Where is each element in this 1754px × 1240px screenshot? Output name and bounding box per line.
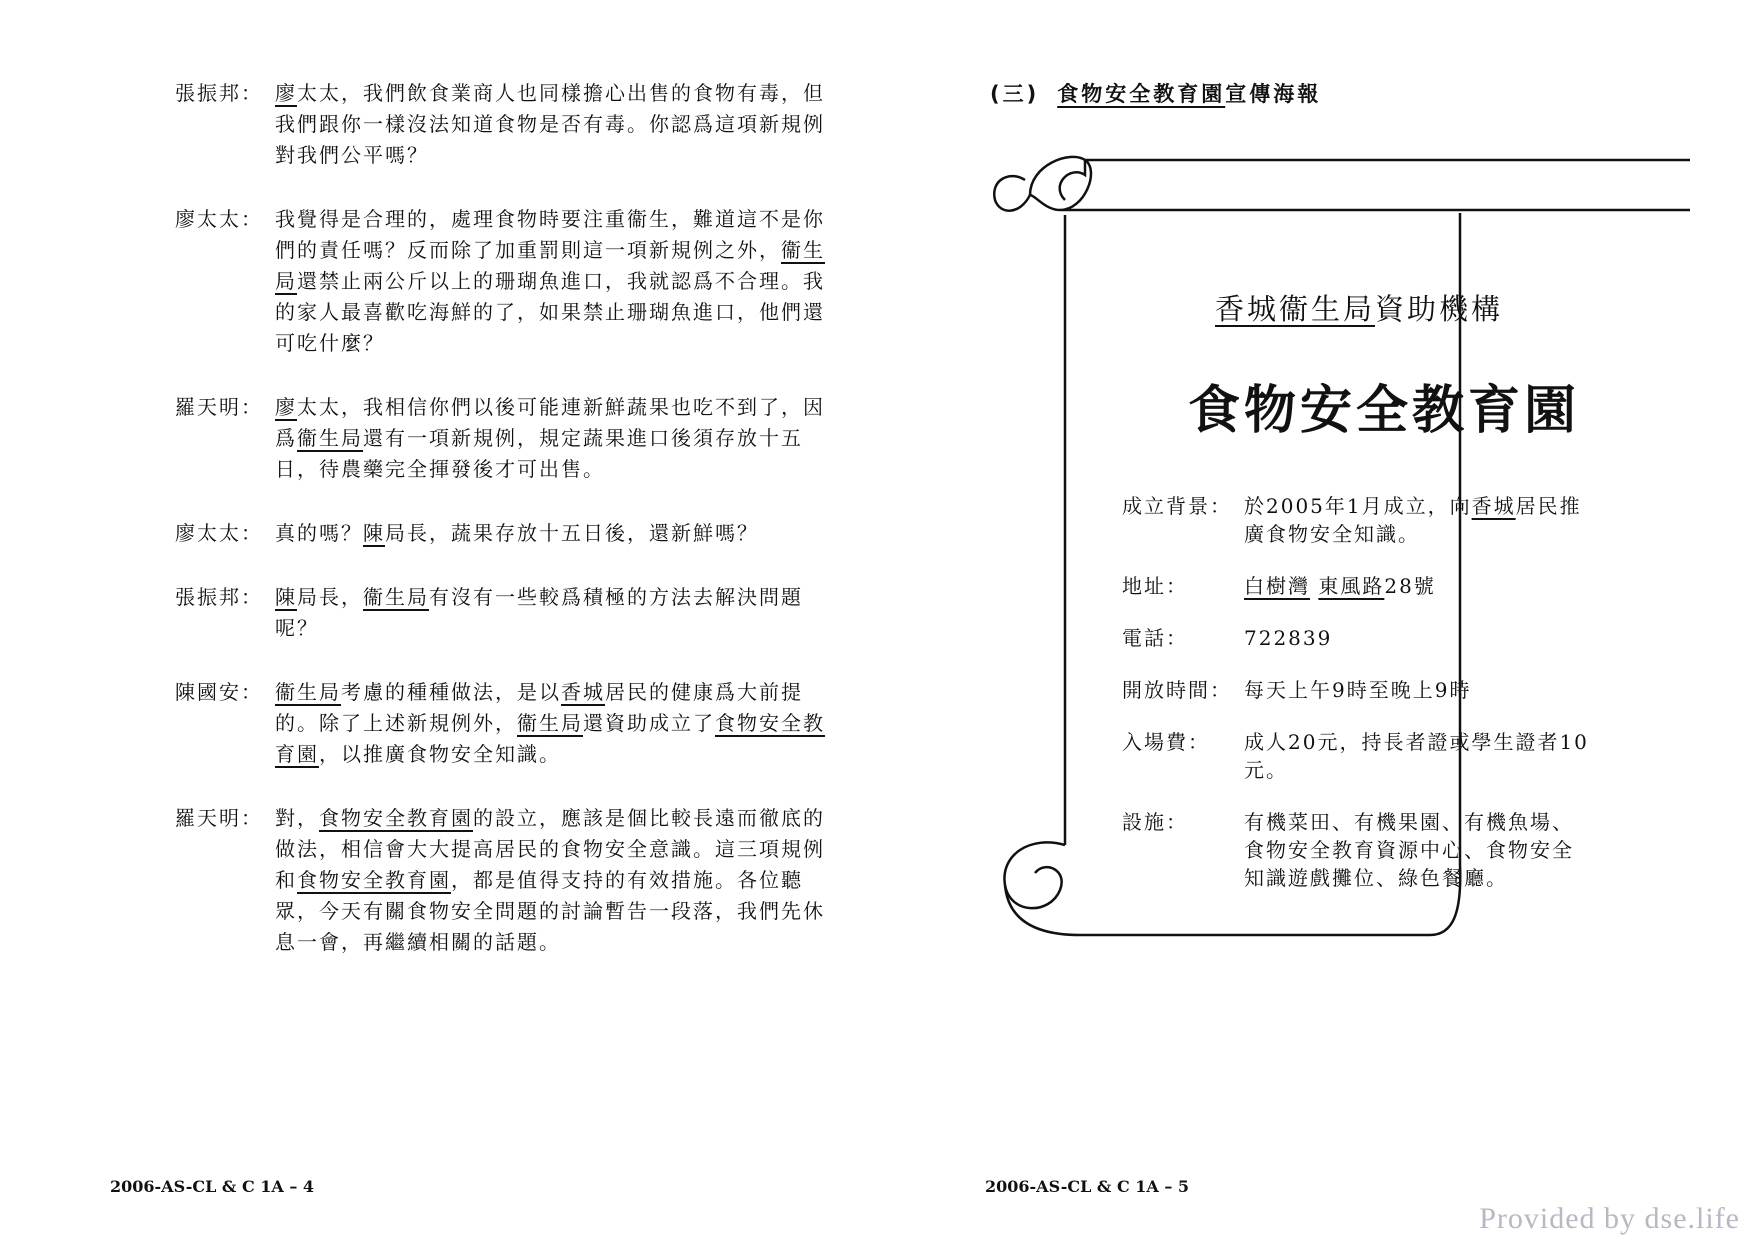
poster-info-row	[1122, 624, 1592, 652]
speaker-name: 張振邦：	[175, 81, 263, 105]
speaker-name: 廖太太：	[175, 207, 263, 231]
section-title	[990, 78, 1321, 108]
text-segment: 局長，蔬果存放十五日後，還新鮮嗎？	[385, 521, 759, 545]
text-segment: 對，	[275, 806, 319, 830]
text-segment: 考慮的種種做法，是以	[341, 680, 561, 704]
text-segment: 有沒有一些較爲積極的方法去解決問題呢？	[275, 585, 803, 640]
speaker-name: 張振邦：	[175, 585, 263, 609]
info-label: 設施：	[1122, 810, 1188, 834]
poster-info-row	[1122, 808, 1592, 892]
text-segment: 722839	[1244, 626, 1333, 650]
info-label: 開放時間：	[1122, 678, 1232, 702]
underlined-term: 衞生局	[275, 238, 825, 293]
underlined-term: 廖	[275, 395, 297, 419]
poster-org-rest: 資助機構	[1375, 292, 1504, 326]
page-footer-left: 2006-AS-CL & C 1A – 4	[110, 1177, 315, 1196]
underlined-term: 衞生局	[275, 680, 341, 704]
watermark: Provided by dse.life	[1479, 1202, 1740, 1235]
underlined-term: 衞生局	[363, 585, 429, 609]
dialogue-turn	[175, 518, 835, 549]
info-value	[1244, 624, 1589, 652]
speech-text	[275, 392, 827, 485]
text-segment: 居民的健康爲大前提的。除了上述新規例外，	[275, 680, 803, 735]
text-segment: 有機菜田、有機果園、有機魚場、食物安全教育資源中心、食物安全知識遊戲攤位、綠色餐廳。	[1244, 810, 1574, 890]
underlined-term: 陳	[275, 585, 297, 609]
underlined-term: 食物安全教育園	[297, 868, 451, 892]
underlined-term: 香城	[1471, 494, 1516, 518]
speech-text	[275, 518, 827, 549]
text-segment: 成人20元，持長者證或學生證者10元。	[1244, 730, 1589, 782]
poster-org-underlined: 香城衞生局	[1215, 292, 1376, 326]
dialogue-turn	[175, 204, 835, 359]
underlined-term: 白樹灣	[1244, 574, 1310, 598]
underlined-term: 香城	[561, 680, 605, 704]
text-segment: 每天上午9時至晚上9時	[1244, 678, 1472, 702]
speaker-name: 廖太太：	[175, 521, 263, 545]
info-label: 成立背景：	[1122, 494, 1232, 518]
speech-text	[275, 582, 827, 644]
dialogue-turn	[175, 78, 835, 171]
speaker-name: 陳國安：	[175, 680, 263, 704]
underlined-term: 衞生局	[517, 711, 583, 735]
text-segment: 真的嗎？	[275, 521, 363, 545]
speech-text	[275, 803, 827, 958]
info-label: 入場費：	[1122, 730, 1210, 754]
info-label: 電話：	[1122, 626, 1188, 650]
poster-org	[1215, 287, 1503, 328]
text-segment: 還資助成立了	[583, 711, 715, 735]
underlined-term: 食物安全教育園	[319, 806, 473, 830]
dialogue-turn	[175, 582, 835, 644]
underlined-term: 東風路	[1318, 574, 1385, 598]
dialogue	[175, 78, 835, 991]
text-segment: ，以推廣食物安全知識。	[319, 742, 561, 766]
section-title-underlined: 食物安全教育園	[1057, 82, 1226, 106]
speaker-name: 羅天明：	[175, 806, 263, 830]
text-segment: 還禁止兩公斤以上的珊瑚魚進口，我就認爲不合理。我的家人最喜歡吃海鮮的了，如果禁止珊瑚魚進口，他們還可吃什麼？	[275, 269, 825, 355]
underlined-term: 衞生局	[297, 426, 363, 450]
underlined-term: 食物安全教育園	[275, 711, 825, 766]
section-title-rest: 宣傳海報	[1225, 82, 1322, 106]
info-value	[1244, 492, 1589, 548]
info-label: 地址：	[1122, 574, 1188, 598]
speech-text	[275, 204, 827, 359]
speech-text	[275, 677, 827, 770]
text-segment: 居民推廣食物安全知識。	[1244, 494, 1582, 546]
poster-info-row	[1122, 728, 1592, 784]
poster-info-row	[1122, 572, 1592, 600]
dialogue-turn	[175, 803, 835, 958]
text-segment: 我覺得是合理的，處理食物時要注重衞生，難道這不是你們的責任嗎？反而除了加重罰則這一項新規例之外，	[275, 207, 825, 262]
text-segment: ，都是值得支持的有效措施。各位聽眾，今天有關食物安全問題的討論暫告一段落，我們先休息一會，再繼續相關的話題。	[275, 868, 825, 954]
text-segment: 還有一項新規例，規定蔬果進口後須存放十五日，待農藥完全揮發後才可出售。	[275, 426, 803, 481]
poster-title: 食物安全教育園	[1188, 381, 1581, 441]
info-value	[1244, 572, 1589, 600]
text-segment: 太太，我相信你們以後可能連新鮮蔬果也吃不到了，因爲	[275, 395, 825, 450]
text-segment: 於2005年1月成立，向	[1244, 494, 1472, 518]
info-value	[1244, 728, 1589, 784]
text-segment: 太太，我們飲食業商人也同樣擔心出售的食物有毒，但我們跟你一樣沒法知道食物是否有毒。你認爲這項新規例對我們公平嗎？	[275, 81, 825, 167]
poster-info	[1122, 492, 1592, 916]
dialogue-turn	[175, 677, 835, 770]
poster-info-row	[1122, 492, 1592, 548]
page-footer-right: 2006-AS-CL & C 1A – 5	[985, 1177, 1190, 1196]
speech-text	[275, 78, 827, 171]
dialogue-turn	[175, 392, 835, 485]
poster-info-row	[1122, 676, 1592, 704]
underlined-term: 廖	[275, 81, 297, 105]
info-value	[1244, 808, 1589, 892]
info-value	[1244, 676, 1589, 704]
underlined-term: 陳	[363, 521, 385, 545]
text-segment: 局長，	[297, 585, 363, 609]
text-segment: 28號	[1384, 574, 1436, 598]
text-segment: 的設立，應該是個比較長遠而徹底的做法，相信會大大提高居民的食物安全意識。這三項規例和	[275, 806, 825, 892]
speaker-name: 羅天明：	[175, 395, 263, 419]
section-number: (三)	[990, 82, 1040, 106]
